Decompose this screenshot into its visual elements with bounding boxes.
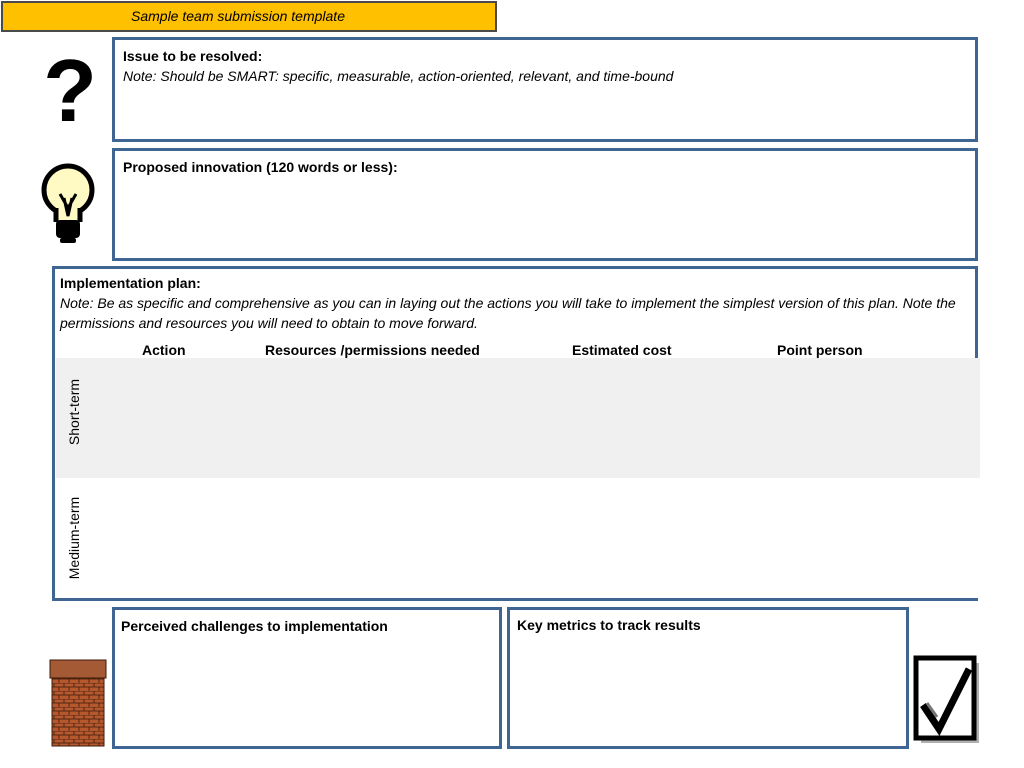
metrics-label: Key metrics to track results — [517, 617, 701, 633]
lightbulb-icon — [36, 158, 100, 248]
implementation-text — [60, 273, 965, 333]
column-header-resources: Resources /permissions needed — [265, 342, 480, 358]
implementation-note: Note: Be as specific and comprehensive as you can in laying out the actions you will take to implement the simplest version of this plan. Note the permissions and resources you will need to obtain to move forward. — [60, 295, 956, 331]
implementation-label: Implementation plan: — [60, 275, 201, 291]
issue-label: Issue to be resolved: — [123, 48, 263, 64]
row-label-short-term: Short-term — [66, 378, 82, 446]
issue-note: Note: Should be SMART: specific, measurable, action-oriented, relevant, and time-bound — [123, 68, 674, 84]
short-term-band — [56, 358, 980, 478]
brick-wall-icon — [49, 659, 107, 747]
innovation-label: Proposed innovation (120 words or less): — [123, 159, 398, 175]
innovation-box[interactable] — [112, 148, 978, 261]
challenges-label: Perceived challenges to implementation — [121, 618, 388, 634]
template-title: Sample team submission template — [1, 1, 497, 32]
column-header-action: Action — [142, 342, 186, 358]
checkbox-icon — [913, 655, 983, 747]
column-header-point-person: Point person — [777, 342, 863, 358]
question-mark-icon: ? — [43, 41, 97, 140]
metrics-box[interactable] — [507, 607, 909, 749]
column-header-cost: Estimated cost — [572, 342, 672, 358]
medium-term-band — [56, 478, 980, 598]
row-label-medium-term: Medium-term — [66, 496, 82, 580]
issue-box[interactable] — [112, 37, 978, 142]
challenges-box[interactable] — [112, 607, 502, 749]
